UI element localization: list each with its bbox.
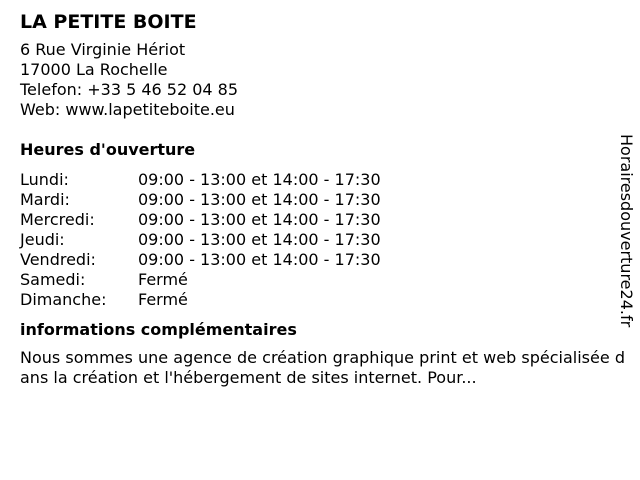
business-card	[20, 10, 625, 388]
hours-time: 09:00 - 13:00 et 14:00 - 17:30	[138, 250, 381, 269]
hours-day: Vendredi:	[20, 250, 96, 269]
hours-day: Mercredi:	[20, 210, 95, 229]
website: Web: www.lapetiteboite.eu	[20, 100, 235, 119]
hours-time: 09:00 - 13:00 et 14:00 - 17:30	[138, 230, 381, 249]
hours-time: Fermé	[138, 290, 188, 309]
hours-row	[20, 190, 625, 210]
hours-title: Heures d'ouverture	[20, 140, 196, 159]
info-description: Nous sommes une agence de création graphique print et web spécialisée dans la création et l'hébergement de sites internet. Pour...	[20, 348, 625, 387]
hours-time: 09:00 - 13:00 et 14:00 - 17:30	[138, 190, 381, 209]
hours-time: 09:00 - 13:00 et 14:00 - 17:30	[138, 170, 381, 189]
hours-day: Samedi:	[20, 270, 86, 289]
hours-row	[20, 210, 625, 230]
hours-day: Dimanche:	[20, 290, 107, 309]
hours-row	[20, 290, 625, 310]
address-city: 17000 La Rochelle	[20, 60, 168, 79]
hours-time: 09:00 - 13:00 et 14:00 - 17:30	[138, 210, 381, 229]
hours-time: Fermé	[138, 270, 188, 289]
hours-day: Lundi:	[20, 170, 69, 189]
hours-table	[20, 170, 625, 310]
site-watermark: Horairesdouverture24.fr	[617, 134, 636, 328]
phone-number: Telefon: +33 5 46 52 04 85	[20, 80, 239, 99]
hours-row	[20, 270, 625, 290]
hours-day: Jeudi:	[20, 230, 65, 249]
hours-day: Mardi:	[20, 190, 70, 209]
hours-row	[20, 250, 625, 270]
address-street: 6 Rue Virginie Hériot	[20, 40, 186, 59]
business-name: LA PETITE BOITE	[20, 11, 197, 33]
info-title: informations complémentaires	[20, 320, 297, 339]
hours-row	[20, 230, 625, 250]
hours-row	[20, 170, 625, 190]
